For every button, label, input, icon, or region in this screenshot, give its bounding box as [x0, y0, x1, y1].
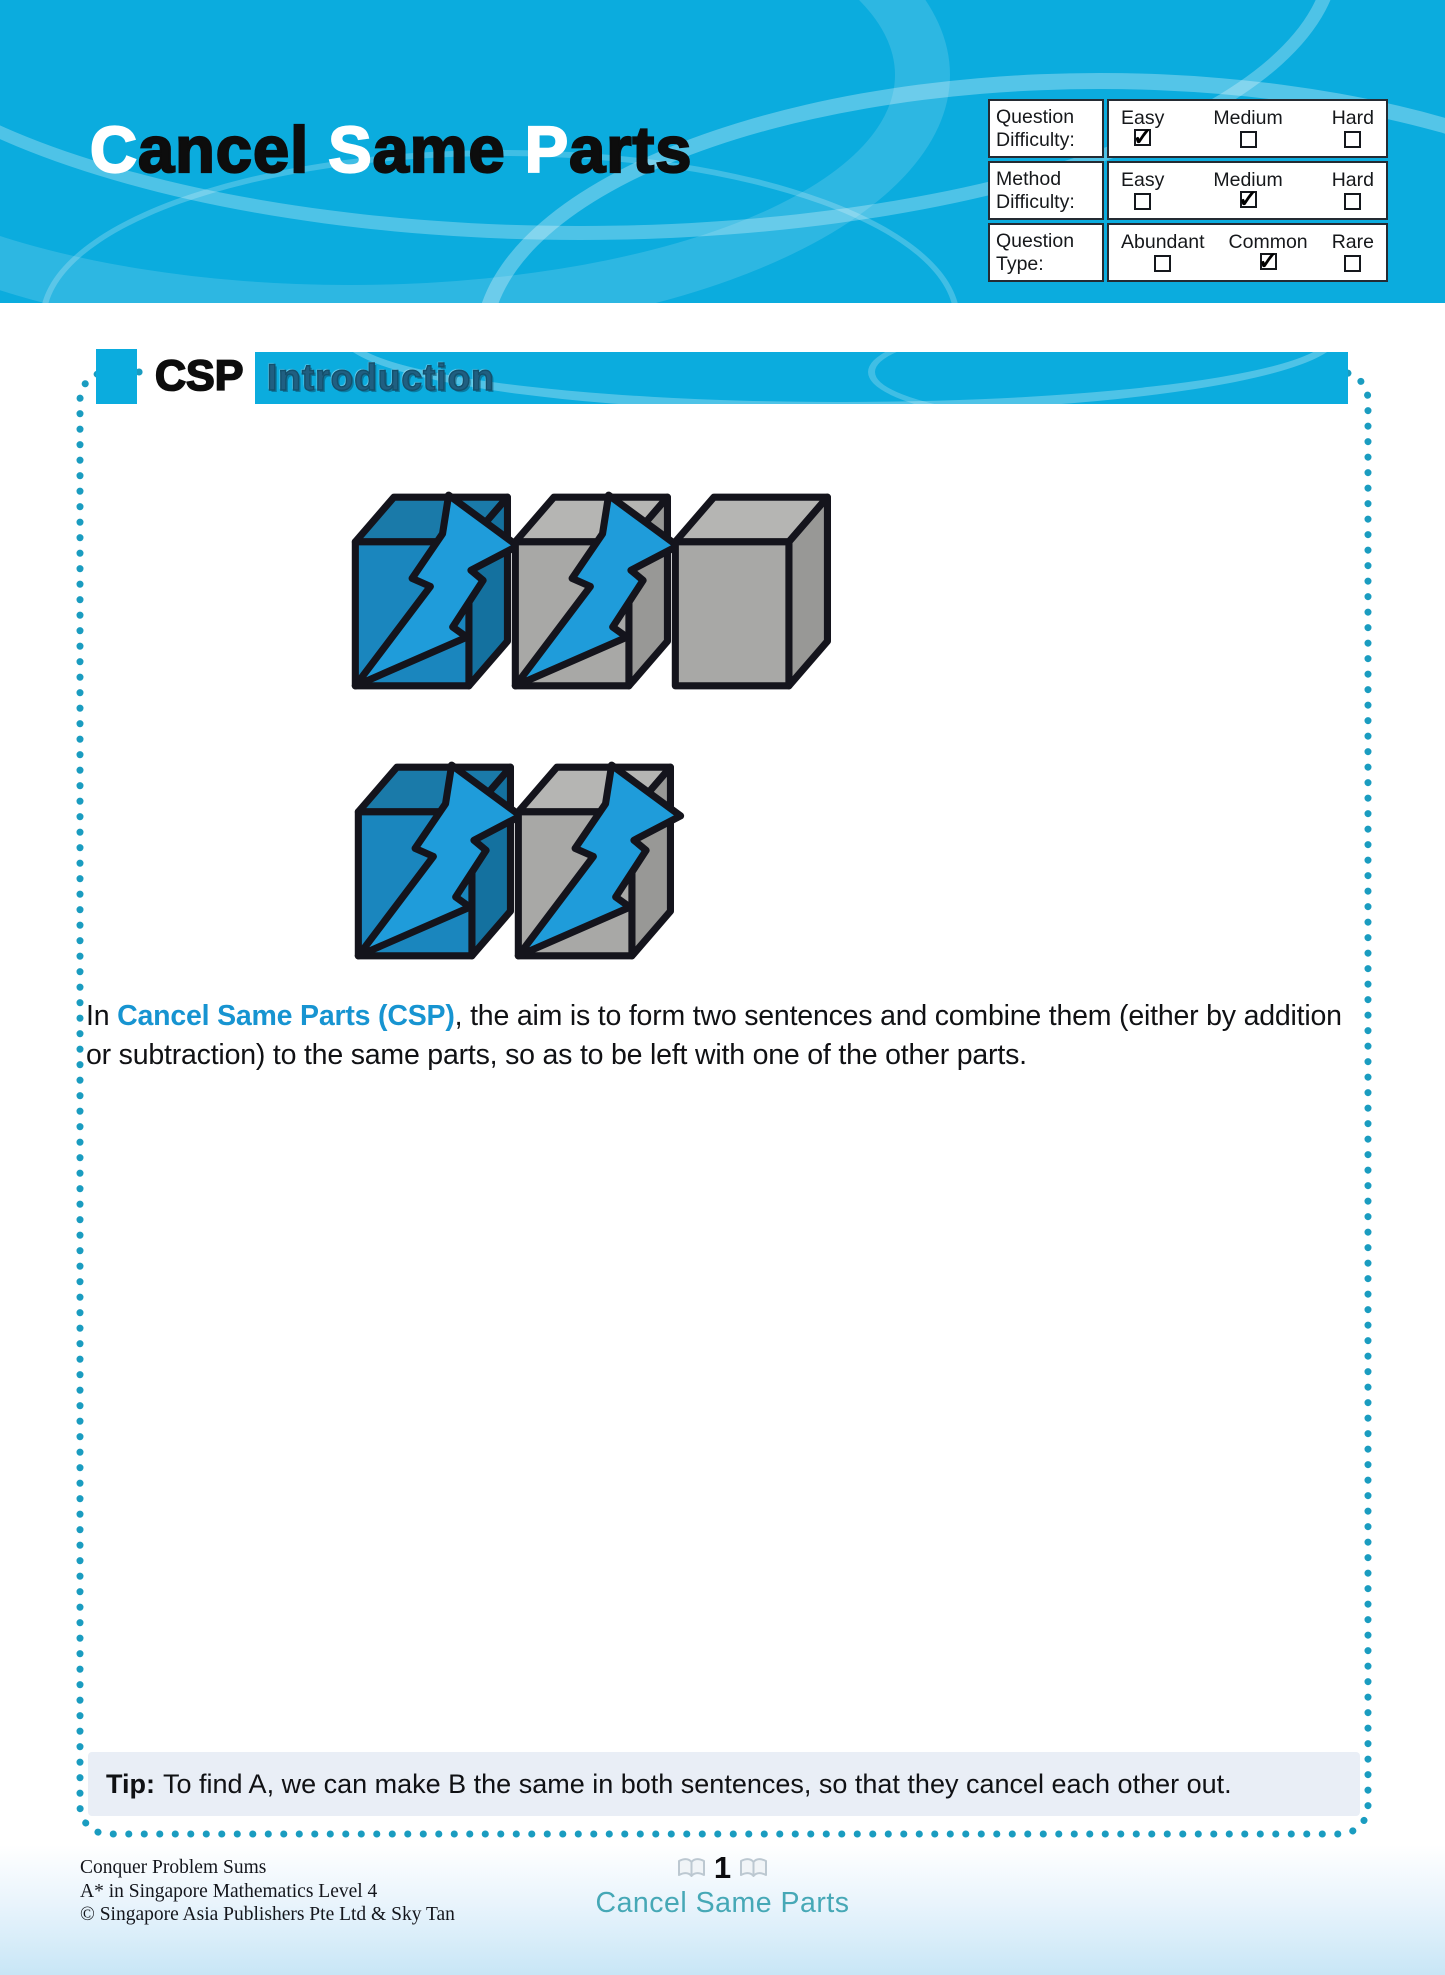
row-options	[1107, 161, 1388, 220]
option	[1332, 232, 1374, 272]
imprint-line: Conquer Problem Sums	[80, 1857, 267, 1878]
option	[1121, 170, 1164, 210]
open-book-icon	[676, 1857, 707, 1880]
gray-cube	[665, 483, 853, 698]
csp-badge-square	[96, 349, 137, 404]
section-title: Introduction	[267, 357, 495, 398]
option	[1213, 169, 1283, 213]
option	[1213, 108, 1282, 148]
option	[1228, 231, 1308, 275]
checkbox[interactable]	[1240, 131, 1257, 148]
title-letter: arts	[569, 113, 693, 186]
page-number-row	[676, 1850, 769, 1886]
option-label: Hard	[1331, 169, 1374, 191]
option	[1121, 107, 1165, 151]
open-book-icon	[738, 1857, 769, 1880]
tip-box	[88, 1752, 1360, 1816]
header-band	[0, 0, 1445, 303]
option-label: Easy	[1121, 169, 1165, 191]
cube-row	[348, 753, 668, 968]
option-label: Medium	[1213, 169, 1283, 191]
option	[1332, 108, 1374, 148]
cube-row	[345, 483, 825, 698]
option-label: Easy	[1121, 107, 1165, 129]
paragraph-highlight: Cancel Same Parts (CSP)	[117, 1000, 455, 1032]
checkbox[interactable]: ✓	[1132, 123, 1153, 151]
checkbox[interactable]	[1344, 255, 1361, 272]
row-options	[1107, 223, 1388, 282]
option	[1332, 170, 1374, 210]
table-row	[988, 161, 1388, 220]
table-row	[988, 223, 1388, 282]
title-letter: C	[90, 113, 138, 186]
checkbox[interactable]: ✓	[1258, 247, 1279, 275]
option-label: Abundant	[1121, 231, 1205, 253]
checkbox[interactable]	[1154, 255, 1171, 272]
row-options	[1107, 99, 1388, 158]
option-label: Medium	[1213, 107, 1283, 129]
checkbox[interactable]	[1134, 193, 1151, 210]
paragraph-rest: , the aim is to form two sentences and combine them (either by addition or subtraction) to the same parts, so as to be left with one of the other parts.	[86, 1000, 1342, 1071]
checkbox[interactable]	[1344, 131, 1361, 148]
title-letter: S	[328, 113, 373, 186]
section-banner	[250, 352, 1348, 404]
tip-text: To find A, we can make B the same in both sentences, so that they cancel each other out.	[163, 1768, 1232, 1799]
title-letter: ancel	[137, 113, 329, 186]
title-letter: P	[524, 113, 570, 186]
gray-cube-with-lightning	[508, 753, 696, 968]
title-letter: ame	[372, 113, 525, 186]
imprint-line: © Singapore Asia Publishers Pte Ltd & Sky Tan	[80, 1904, 455, 1925]
row-label: Method Difficulty:	[988, 161, 1104, 220]
checkbox[interactable]	[1344, 193, 1361, 210]
page-number: 1	[713, 1850, 732, 1885]
option	[1121, 232, 1205, 272]
page-title	[90, 112, 692, 187]
checkbox[interactable]: ✓	[1237, 185, 1259, 213]
row-label: Question Type:	[988, 223, 1104, 282]
chapter-label: Cancel Same Parts	[595, 1887, 850, 1919]
csp-badge: CSP	[143, 349, 255, 404]
option-label: Rare	[1331, 231, 1374, 253]
option-label: Hard	[1331, 107, 1374, 129]
swirl-decoration	[868, 352, 1348, 404]
paragraph-prefix: In	[86, 1000, 118, 1032]
imprint-line: A* in Singapore Mathematics Level 4	[80, 1880, 378, 1902]
option-label: Common	[1228, 231, 1308, 253]
intro-paragraph	[86, 997, 1366, 1075]
row-label: Question Difficulty:	[988, 99, 1104, 158]
difficulty-table	[988, 99, 1388, 282]
tip-label: Tip:	[106, 1768, 155, 1799]
table-row	[988, 99, 1388, 158]
footer-center	[0, 1850, 1445, 1920]
